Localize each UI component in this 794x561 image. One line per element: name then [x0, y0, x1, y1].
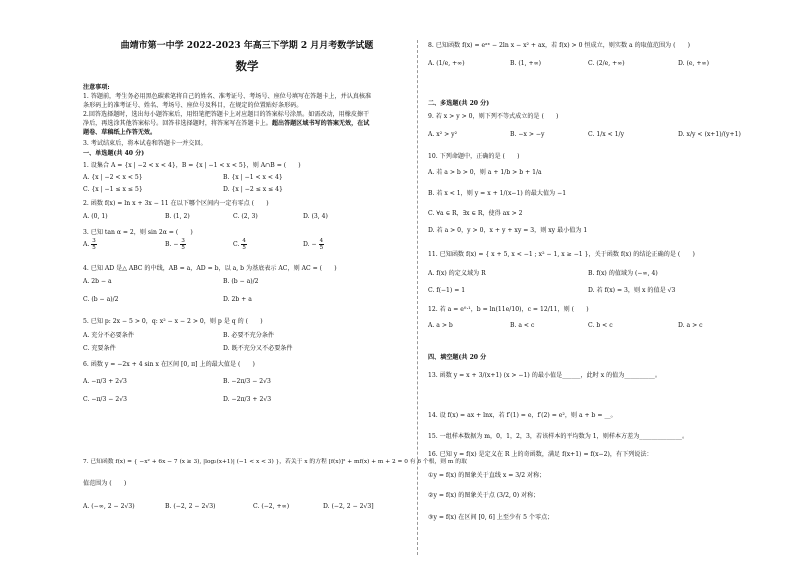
option-a: A. 2b − a: [83, 278, 112, 285]
option-d: D. {x | −2 ≤ x ≤ 4}: [223, 186, 283, 193]
question-stem: 4. 已知 AD 是△ ABC 的中线，AB = a，AD = b，以 a, b 为基底表示 AC，则 AC = ( ): [83, 265, 337, 272]
question-stem: 7. 已知函数 f(x) = { −x² + 6x − 7 (x ≥ 3), |log₂(x+1)| (−1 < x < 3) }，若关于 x 的方程 [f(x)]² + mf(x) + m + 2 = 0 有 6 个根，则 m 的取: [83, 459, 467, 465]
option-a: A. (0, 1): [83, 213, 108, 220]
option-c: C. (2/e, +∞): [588, 60, 625, 67]
option-c: C. (−2, +∞): [253, 503, 290, 510]
option-b: B. f(x) 的值域为 (−∞, 4): [588, 270, 658, 277]
option-b: B. (b − a)/2: [223, 278, 259, 285]
statement-1: ①y = f(x) 的图象关于直线 x = 3/2 对称；: [428, 472, 546, 479]
option-a: A. 充分不必要条件: [83, 332, 134, 339]
question-stem: 6. 函数 y = −2x + 4 sin x 在区间 [0, π] 上的最大值是 ( ): [83, 361, 255, 368]
option-b: B. 必要不充分条件: [223, 332, 275, 339]
option-b: B. 若 x < 1，则 y = x + 1/(x−1) 的最大值为 −1: [428, 190, 567, 197]
option-c: C. $\frac{4}{5}$: [233, 238, 246, 251]
section-heading-multi: 二、多选题(共 20 分): [428, 100, 490, 107]
notes-line: 1. 答题前，考生务必用黑色碳素笔将自己的姓名、准考证号、考场号、座位号填写在答题卡上，并认真核准: [83, 93, 372, 100]
option-c: C. (b − a)/2: [83, 296, 119, 303]
column-divider: [417, 40, 418, 555]
option-a: A. 若 a > b > 0，则 a + 1/b > b + 1/a: [428, 169, 542, 176]
option-d: D. − $\frac{4}{5}$: [303, 238, 324, 251]
question-stem: 16. 已知 y = f(x) 是定义在 R 上的奇函数，满足 f(x+1) = f(x−2)，有下列说法：: [428, 451, 653, 458]
option-a: A. (−∞, 2 − 2√3): [83, 503, 135, 510]
option-b: B. (1, 2): [165, 213, 190, 220]
option-c: C. f(−1) = 1: [428, 287, 466, 294]
option-d: D. x/y < (x+1)/(y+1): [678, 131, 741, 138]
option-a: A. −π/3 + 2√3: [83, 378, 127, 385]
question-stem: 9. 若 x > y > 0，则下列不等式成立的是 ( ): [428, 113, 559, 120]
question-stem: 5. 已知 p: 2x − 5 > 0，q: x² − x − 2 > 0，则 p 是 q 的 ( ): [83, 318, 263, 325]
option-d: D. 若 a > 0，y > 0，x + y + xy = 3，则 xy 最小值为 1: [428, 227, 588, 234]
question-stem: 13. 函数 y = x + 3/(x+1) (x > −1) 的最小值是______，此时 x 的值为__________。: [428, 372, 661, 379]
option-c: C. {x | −1 ≤ x ≤ 5}: [83, 186, 143, 193]
option-d: D. (e, +∞): [678, 60, 709, 67]
exam-title: 曲靖市第一中学 2022-2023 年高三下学期 2 月月考数学试题: [120, 41, 374, 51]
option-b: B. a < c: [510, 322, 535, 329]
statement-3: ③y = f(x) 在区间 [0, 6] 上至少有 5 个零点；: [428, 514, 554, 521]
option-b: B. {x | −1 < x < 4}: [223, 174, 283, 181]
notes-line: 条形码上的准考证号、姓名、考场号、座位号及科目，在规定的位置贴好条形码。: [83, 102, 303, 109]
question-stem: 3. 已知 tan α = 2，则 sin 2α = ( ): [83, 229, 193, 236]
question-stem: 8. 已知函数 f(x) = eᵃˣ − 2ln x − x² + ax，若 f(x) > 0 恒成立，则实数 a 的取值范围为 ( ): [428, 42, 691, 49]
option-c: C. ∀a ∈ R，∃x ∈ R，使得 ax > 2: [428, 210, 523, 217]
option-a: A. x² > y²: [428, 131, 458, 138]
option-b: B. (1, +∞): [510, 60, 542, 67]
notes-heading: 注意事项:: [83, 84, 110, 91]
subject-title: 数学: [235, 59, 259, 73]
notes-line: 3. 考试结束后，将本试卷和答题卡一并交回。: [83, 140, 207, 147]
section-heading-single: 一、单选题(共 40 分): [83, 150, 145, 157]
option-b: B. − $\frac{3}{5}$: [165, 238, 185, 251]
option-d: D. 若 f(x) = 3，则 x 的值是 √3: [588, 287, 676, 294]
question-stem: 12. 若 a = e⁰·¹，b = ln(11e/10)，c = 12/11，则 ( ): [428, 306, 589, 313]
option-b: B. (−2, 2 − 2√3): [165, 503, 216, 510]
option-a: A. a > b: [428, 322, 453, 329]
notes-line: 2.回答选择题时，选出每小题答案后，用铅笔把答题卡上对应题目的答案标号涂黑。如需改动，用橡皮擦干: [83, 111, 370, 118]
option-d: D. (3, 4): [303, 213, 328, 220]
option-c: C. 1/x < 1/y: [588, 131, 625, 138]
option-a: A. {x | −2 < x < 5}: [83, 174, 143, 181]
question-stem: 2. 函数 f(x) = ln x + 3x − 11 在以下哪个区间内一定有零点 ( ): [83, 200, 269, 207]
option-d: D. 2b + a: [223, 296, 252, 303]
statement-2: ②y = f(x) 的图象关于点 (3/2, 0) 对称；: [428, 492, 540, 499]
question-stem: 1. 设集合 A = {x | −2 < x < 4}，B = {x | −1 < x < 5}，则 A∩B = ( ): [83, 162, 301, 169]
option-c: C. b < c: [588, 322, 613, 329]
section-heading-fill: 四、填空题(共 20 分: [428, 354, 487, 361]
question-stem: 10. 下列命题中，正确的是 ( ): [428, 153, 520, 160]
notes-line: 题卷、草稿纸上作答无效。: [83, 129, 157, 136]
option-c: C. 充要条件: [83, 345, 116, 352]
option-d: D. 既不充分又不必要条件: [223, 345, 293, 352]
option-a: A. $\frac{3}{5}$: [83, 238, 96, 251]
option-b: B. −2π/3 − 2√3: [223, 378, 271, 385]
question-stem: 11. 已知函数 f(x) = { x + 5, x < −1 ; x² − 1, x ≥ −1 }，关于函数 f(x) 的结论正确的是 ( ): [428, 251, 695, 258]
question-stem: 14. 设 f(x) = ax + lnx，若 f′(1) = e，f′(2) = e²，则 a + b = __。: [428, 412, 617, 419]
option-d: D. a > c: [678, 322, 703, 329]
question-stem-continued: 值范围为 ( ): [83, 480, 127, 487]
notes-line: 净后，再选涂其他答案标号。回答非选择题时，将答案写在答题卡上。超出答题区域书写的答案无效，在试: [83, 120, 370, 127]
option-c: C. (2, 3): [233, 213, 258, 220]
option-d: D. −2π/3 + 2√3: [223, 396, 272, 403]
question-stem: 15. 一组样本数据为 m，0，1，2，3，若该样本的平均数为 1，则样本方差为______________。: [428, 433, 689, 440]
option-d: D. (−2, 2 − 2√3]: [323, 503, 374, 510]
option-b: B. −x > −y: [510, 131, 545, 138]
option-c: C. −π/3 − 2√3: [83, 396, 127, 403]
option-a: A. f(x) 的定义域为 R: [428, 270, 486, 277]
option-a: A. (1/e, +∞): [428, 60, 465, 67]
